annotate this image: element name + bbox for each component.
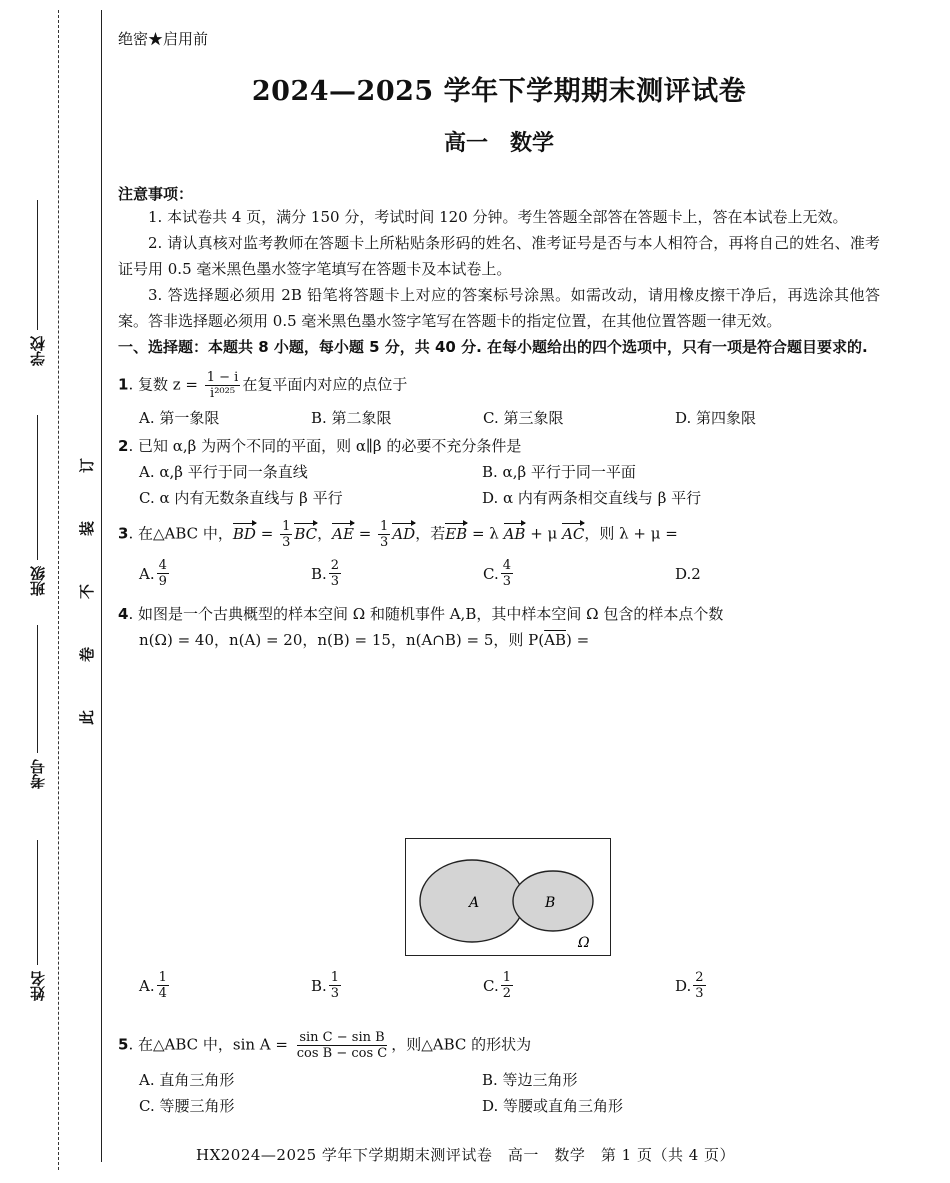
section-heading: 一、选择题：本题共 8 小题，每小题 5 分，共 40 分. 在每小题给出的四个选项中，只有一项是符合题目要求的. xyxy=(118,338,868,356)
complement-a: $\overline{A}$ xyxy=(544,631,555,649)
vector-ab: AB xyxy=(504,521,526,547)
option-b[interactable]: B. 等边三角形 xyxy=(482,1071,578,1089)
exam-number-field[interactable]: 考号 xyxy=(22,625,52,789)
vector-ae: AE xyxy=(332,521,354,547)
question-number: 1 xyxy=(118,375,129,394)
fraction: $\frac{1}{3}$ xyxy=(282,519,291,550)
question-1: 1. 复数 z = $\frac{1 - i}{\text{i²⁰²⁵}}$ 在复平面内对应的点位于 xyxy=(118,370,408,401)
notice-item: 3. 答选择题必须用 2B 铅笔将答题卡上对应的答案标号涂黑。如需改动，请用橡皮擦干净后，再选涂其他答案。答非选择题必须用 0.5 毫米黑色墨水签字笔写在答题卡的指定位置，在其他位置答题一律无效。 xyxy=(118,286,880,330)
option-d[interactable]: D. 等腰或直角三角形 xyxy=(482,1097,624,1115)
exam-title: 2024—2025 学年下学期期末测评试卷 xyxy=(251,76,747,107)
question-3: 3. 在△ABC 中，BD = $\frac{1}{3}$ BC，AE = $\frac{1}{3}$ AD，若EB = λ AB + μ AC，则 λ + μ = xyxy=(118,519,678,550)
vector-ac: AC xyxy=(562,521,584,547)
secret-label: 绝密★启用前 xyxy=(118,30,209,48)
notice-item: 2. 请认真核对监考教师在答题卡上所粘贴条形码的姓名、准考证号是否与本人相符合，再将自己的姓名、准考证号用 0.5 毫米黑色墨水签字笔填写在答题卡及本试卷上。 xyxy=(118,234,880,278)
option-c[interactable]: C. α 内有无数条直线与 β 平行 xyxy=(139,489,343,507)
options-q5 xyxy=(118,1067,880,1119)
page-footer: HX2024—2025 学年下学期期末测评试卷 高一 数学 第 1 页（共 4 页） xyxy=(196,1146,736,1164)
option-a[interactable]: A. 直角三角形 xyxy=(139,1071,235,1089)
question-5: 5. 在△ABC 中，sin A = $\frac{\text{sin C − sin B}}{\text{cos B − cos C}}$ ，则△ABC 的形状为 A. 直角三角形 B. 等边三角形 C. 等腰三角形 D. 等腰或直角三角形 xyxy=(118,1030,880,1119)
options-q1 xyxy=(118,405,880,431)
option-c[interactable]: C. 等腰三角形 xyxy=(139,1097,235,1115)
class-field[interactable]: 班级 xyxy=(22,415,52,596)
binding-char: 装 xyxy=(78,520,97,537)
options-q3 xyxy=(118,558,880,589)
option-c[interactable]: C. 第三象限 xyxy=(483,409,564,427)
option-b[interactable]: B. α,β 平行于同一平面 xyxy=(482,463,636,481)
option-d[interactable]: D. 第四象限 xyxy=(675,409,757,427)
binding-char: 订 xyxy=(78,457,97,474)
exam-content xyxy=(118,28,880,1115)
vector-ad: AD xyxy=(392,521,415,547)
vector-eb: EB xyxy=(445,521,467,547)
question-number: 3 xyxy=(118,524,129,543)
question-number: 5 xyxy=(118,1035,129,1054)
question-4: 4. 如图是一个古典概型的样本空间 Ω 和随机事件 A,B，其中样本空间 Ω 包含的样本点个数 n(Ω) = 40，n(A) = 20，n(B) = 15，n(A∩B) = 5，则 $P(\overline{A}\overline{B})$ = xyxy=(118,605,724,649)
option-d[interactable]: D. $\frac{2}{3}$ xyxy=(675,970,704,1001)
binding-char: 此 xyxy=(78,709,97,726)
notice-title: 注意事项： xyxy=(118,185,194,203)
venn-svg xyxy=(406,839,612,957)
label-a: A xyxy=(469,895,480,911)
option-a[interactable]: A. $\frac{1}{4}$ xyxy=(139,970,167,1001)
option-c[interactable]: C. $\frac{1}{2}$ xyxy=(483,970,511,1001)
label-omega: Ω xyxy=(578,935,590,951)
exam-subtitle: 高一 数学 xyxy=(443,131,554,156)
fold-dashed-line xyxy=(58,10,59,1170)
fraction: $\frac{1 - i}{\text{i²⁰²⁵}}$ xyxy=(206,370,239,401)
venn-diagram xyxy=(405,838,611,956)
fraction: $\frac{\text{sin C − sin B}}{\text{cos B − cos C}}$ xyxy=(296,1030,388,1061)
option-c[interactable]: C. $\frac{4}{3}$ xyxy=(483,558,511,589)
notice-item: 1. 本试卷共 4 页，满分 150 分，考试时间 120 分钟。考生答题全部答在答题卡上，答在本试卷上无效。 xyxy=(148,208,848,226)
fraction: $\frac{1}{3}$ xyxy=(380,519,389,550)
option-d[interactable]: D. α 内有两条相交直线与 β 平行 xyxy=(482,489,702,507)
vector-bc: BC xyxy=(294,521,317,547)
option-a[interactable]: A. 第一象限 xyxy=(139,409,220,427)
binding-char: 不 xyxy=(78,583,97,600)
option-d[interactable]: D. 2 xyxy=(675,564,701,583)
vector-bd: BD xyxy=(233,521,256,547)
option-b[interactable]: B. $\frac{2}{3}$ xyxy=(311,558,340,589)
question-2: 2. 已知 α,β 为两个不同的平面，则 α∥β 的必要不充分条件是 xyxy=(118,437,522,455)
options-q4 xyxy=(118,970,847,1001)
option-b[interactable]: B. $\frac{1}{3}$ xyxy=(311,970,340,1001)
options-q2 xyxy=(118,459,880,511)
question-number: 4 xyxy=(118,605,129,623)
margin-solid-line xyxy=(101,10,102,1162)
complement-b: $\overline{B}$ xyxy=(554,631,566,649)
option-a[interactable]: A. α,β 平行于同一条直线 xyxy=(139,463,308,481)
label-b: B xyxy=(545,895,556,911)
binding-char: 卷 xyxy=(78,646,97,663)
school-field[interactable]: 学校 xyxy=(22,200,52,366)
option-a[interactable]: A. $\frac{4}{9}$ xyxy=(139,558,167,589)
option-b[interactable]: B. 第二象限 xyxy=(311,409,392,427)
question-number: 2 xyxy=(118,437,129,455)
name-field[interactable]: 姓名 xyxy=(22,840,52,1001)
